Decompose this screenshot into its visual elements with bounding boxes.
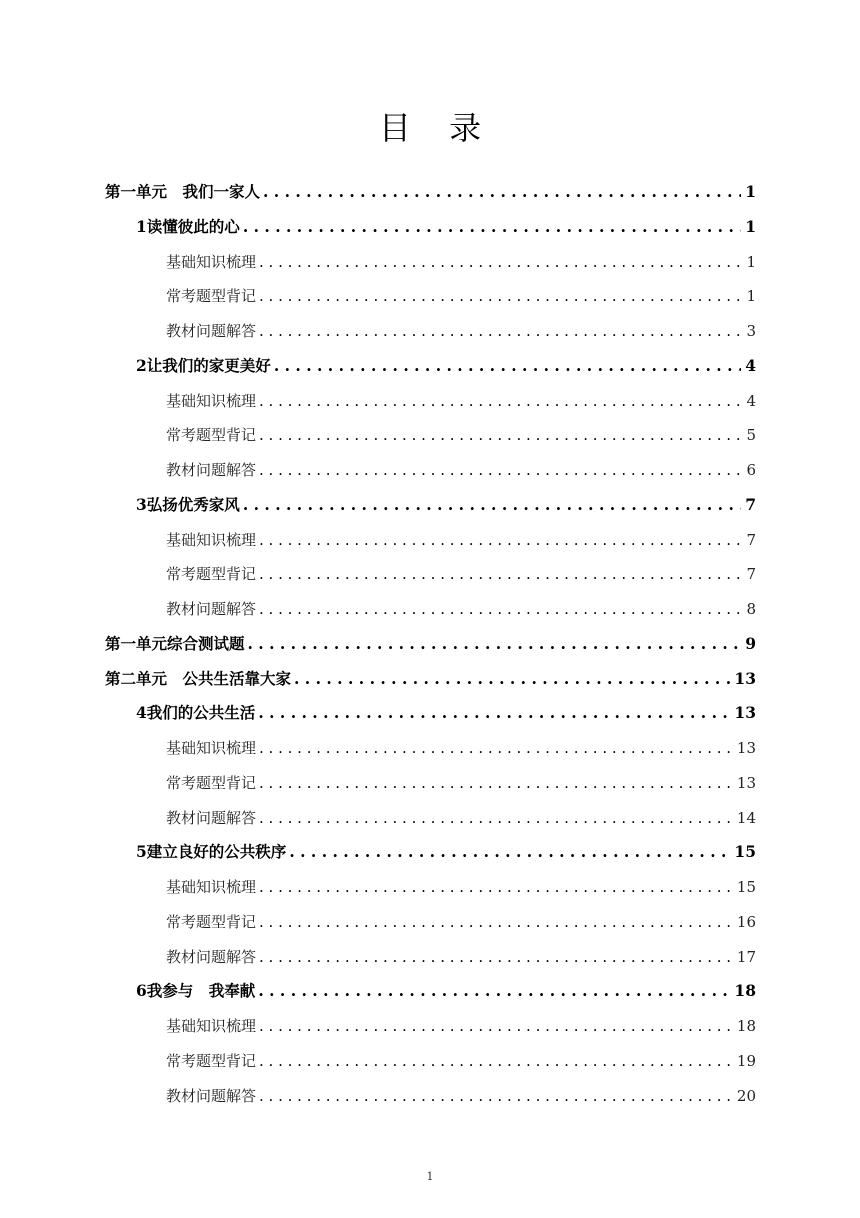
- toc-entry-page: 5: [746, 426, 756, 445]
- toc-entry-title: 弘扬优秀家风: [146, 494, 240, 514]
- toc-entry-sub[interactable]: [166, 875, 756, 899]
- toc-entry-unit[interactable]: [105, 667, 756, 691]
- toc-entry-title: 我参与 我奉献: [146, 981, 256, 1001]
- dot-leader: [248, 632, 742, 656]
- dot-leader: [259, 423, 742, 447]
- toc-entry-title: 建立良好的公共秩序: [146, 842, 287, 862]
- toc-entry-unit[interactable]: [105, 632, 756, 656]
- toc-entry-page: 13: [736, 739, 756, 757]
- dot-leader: [259, 458, 742, 482]
- toc-entry-title: 基础知识梳理: [166, 530, 257, 549]
- toc-entry-sub[interactable]: [166, 1084, 756, 1108]
- toc-entry-sub[interactable]: [166, 1014, 756, 1038]
- toc-entry-page: 8: [746, 600, 756, 618]
- toc-entry-title: 基础知识梳理: [166, 1017, 257, 1035]
- dot-leader: [259, 1049, 733, 1073]
- dot-leader: [259, 875, 733, 899]
- toc-entry-title: 教材问题解答: [166, 947, 257, 966]
- toc-entry-title: 让我们的家更美好: [146, 355, 271, 375]
- toc-entry-title: 常考题型背记: [166, 912, 257, 931]
- toc-entry-sub[interactable]: [166, 562, 756, 586]
- toc-entry-title: 常考题型背记: [166, 565, 257, 584]
- toc-entry-sub[interactable]: [166, 736, 756, 760]
- toc-entry-page: 1: [746, 287, 756, 306]
- toc-entry-sub[interactable]: [166, 528, 756, 552]
- toc-entry-sub[interactable]: [166, 1049, 756, 1073]
- toc-entry-title: 常考题型背记: [166, 1051, 257, 1070]
- dot-leader: [259, 319, 742, 343]
- toc-entry-sub[interactable]: [166, 910, 756, 934]
- toc-entry-page: 7: [746, 530, 756, 549]
- toc-entry-lesson[interactable]: [136, 840, 756, 864]
- toc-entry-number: 2: [136, 355, 147, 375]
- dot-leader: [259, 389, 742, 413]
- toc-entry-number: 1: [136, 216, 147, 236]
- toc-entry-page: 17: [736, 947, 756, 966]
- dot-leader: [258, 701, 730, 725]
- toc-entry-sub[interactable]: [166, 423, 756, 447]
- toc-entry-page: 18: [736, 1017, 756, 1035]
- dot-leader: [243, 493, 741, 517]
- toc-entry-page: 13: [736, 773, 756, 792]
- toc-entry-page: 1: [745, 216, 756, 236]
- toc-entry-title: 基础知识梳理: [166, 878, 257, 896]
- toc-entry-page: 19: [736, 1051, 756, 1070]
- toc-entry-title: 读懂彼此的心: [146, 216, 240, 236]
- toc-entry-page: 7: [746, 565, 756, 584]
- toc-entry-page: 20: [736, 1086, 756, 1105]
- toc-entry-title: 第一单元 我们一家人: [105, 182, 261, 201]
- toc-entry-page: 13: [734, 668, 756, 688]
- toc-entry-page: 15: [736, 878, 756, 896]
- toc-entry-page: 9: [745, 633, 756, 653]
- page-title: 目 录: [378, 109, 496, 147]
- toc-entry-title: 我们的公共生活: [146, 703, 256, 723]
- toc-entry-number: 4: [136, 703, 147, 723]
- toc-entry-lesson[interactable]: [136, 215, 756, 239]
- toc-entry-title: 教材问题解答: [166, 808, 257, 827]
- dot-leader: [259, 1084, 733, 1108]
- toc-entry-sub[interactable]: [166, 806, 756, 830]
- toc-entry-page: 16: [736, 912, 756, 931]
- toc-entry-page: 7: [745, 494, 756, 514]
- toc-entry-sub[interactable]: [166, 389, 756, 413]
- toc-entry-unit[interactable]: [105, 180, 756, 204]
- toc-entry-sub[interactable]: [166, 597, 756, 621]
- toc-entry-page: 15: [734, 842, 756, 862]
- toc-entry-title: 常考题型背记: [166, 426, 257, 445]
- dot-leader: [243, 215, 741, 239]
- toc-entry-page: 14: [736, 808, 756, 827]
- toc-entry-sub[interactable]: [166, 945, 756, 969]
- toc-entry-page: 1: [745, 182, 756, 201]
- toc-entry-lesson[interactable]: [136, 354, 756, 378]
- dot-leader: [259, 945, 733, 969]
- dot-leader: [258, 979, 730, 1003]
- toc-entry-title: 第二单元 公共生活靠大家: [105, 668, 292, 688]
- toc-entry-sub[interactable]: [166, 284, 756, 308]
- toc-entry-title: 第一单元综合测试题: [105, 633, 245, 653]
- toc-entry-title: 常考题型背记: [166, 773, 257, 792]
- dot-leader: [259, 771, 733, 795]
- dot-leader: [259, 1014, 733, 1038]
- dot-leader: [259, 806, 733, 830]
- dot-leader: [259, 597, 742, 621]
- dot-leader: [274, 354, 741, 378]
- toc-entry-title: 基础知识梳理: [166, 391, 257, 410]
- toc-entry-page: 4: [746, 391, 756, 410]
- toc-entry-lesson[interactable]: [136, 979, 756, 1003]
- toc-entry-title: 教材问题解答: [166, 461, 257, 479]
- dot-leader: [289, 840, 730, 864]
- dot-leader: [259, 736, 733, 760]
- toc-entry-number: 5: [136, 842, 147, 862]
- toc-entry-title: 教材问题解答: [166, 600, 257, 618]
- dot-leader: [263, 180, 741, 204]
- dot-leader: [259, 284, 742, 308]
- toc-entry-page: 1: [746, 252, 756, 271]
- toc-entry-number: 3: [136, 494, 147, 514]
- dot-leader: [259, 910, 733, 934]
- toc-entry-lesson[interactable]: [136, 701, 756, 725]
- toc-entry-page: 6: [746, 461, 756, 479]
- toc-entry-page: 18: [734, 981, 756, 1001]
- toc-entry-title: 基础知识梳理: [166, 739, 257, 757]
- dot-leader: [259, 562, 742, 586]
- toc-entry-title: 教材问题解答: [166, 322, 257, 340]
- toc-entry-sub[interactable]: [166, 458, 756, 482]
- dot-leader: [294, 667, 730, 691]
- toc-entry-number: 6: [136, 981, 147, 1001]
- dot-leader: [259, 250, 742, 274]
- toc-entry-page: 13: [734, 703, 756, 723]
- toc-entry-title: 教材问题解答: [166, 1086, 257, 1105]
- dot-leader: [259, 528, 742, 552]
- toc-entry-sub[interactable]: [166, 771, 756, 795]
- toc-entry-sub[interactable]: [166, 250, 756, 274]
- page-number-footer: 1: [426, 1170, 434, 1183]
- toc-entry-page: 3: [746, 322, 756, 340]
- toc-entry-page: 4: [745, 355, 756, 375]
- toc-entry-title: 常考题型背记: [166, 287, 257, 306]
- toc-entry-sub[interactable]: [166, 319, 756, 343]
- toc-entry-title: 基础知识梳理: [166, 252, 257, 271]
- toc-entry-lesson[interactable]: [136, 493, 756, 517]
